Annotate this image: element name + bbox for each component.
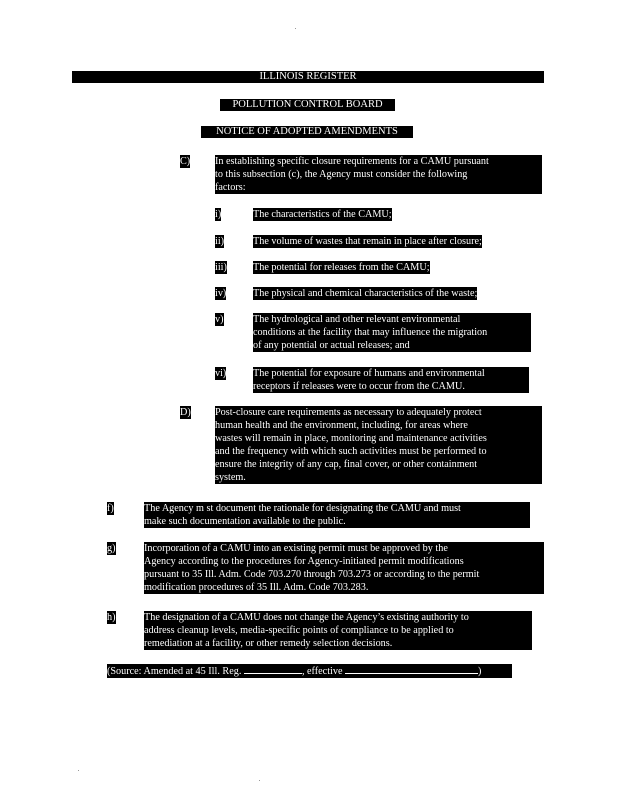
register-page-blank (244, 664, 302, 674)
item-f-label: f) (107, 503, 114, 514)
source-suffix: ) (478, 666, 482, 677)
item-f-line: make such documentation available to the public. (144, 516, 346, 527)
item-h-line: The designation of a CAMU does not change the Agency’s existing authority to (144, 612, 469, 623)
item-g-line: modification procedures of 35 Ill. Adm. Code 703.283. (144, 582, 369, 593)
scan-speck (78, 770, 79, 771)
item-d-line: human health and the environment, including, for areas where (215, 420, 468, 431)
item-h-line: remediation at a facility, or other remedy selection decisions. (144, 638, 393, 649)
item-d-line: system. (215, 472, 246, 483)
item-h-label: h) (107, 612, 116, 623)
source-prefix: (Source: Amended at 45 Ill. Reg. (107, 666, 242, 677)
board-name: POLLUTION CONTROL BOARD (220, 99, 395, 111)
factor-text (253, 367, 529, 393)
item-g-line: Incorporation of a CAMU into an existing permit must be approved by the (144, 543, 448, 554)
item-c-text (215, 155, 542, 194)
source-middle: , effective (301, 666, 343, 677)
item-g-line: Agency according to the procedures for Agency-initiated permit modifications (144, 556, 464, 567)
factor-text: The potential for releases from the CAMU; (253, 262, 430, 273)
item-h-line: address cleanup levels, media-specific points of compliance to be applied to (144, 625, 454, 636)
item-f-text (144, 502, 530, 528)
item-g-text (144, 542, 544, 594)
factor-text: The volume of wastes that remain in place after closure; (253, 236, 482, 247)
register-title: ILLINOIS REGISTER (72, 71, 544, 83)
item-d-line: ensure the integrity of any cap, final cover, or other containment (215, 459, 478, 470)
item-h-text (144, 611, 532, 650)
item-d-line: Post-closure care requirements as necessary to adequately protect (215, 407, 482, 418)
item-d-text (215, 406, 542, 484)
item-c-label: C) (180, 156, 191, 167)
item-d-line: and the frequency with which such activities must be performed to (215, 446, 487, 457)
factor-line: receptors if releases were to occur from the CAMU. (253, 381, 465, 392)
factor-label: vi) (215, 368, 227, 379)
item-c-line: In establishing specific closure requirements for a CAMU pursuant (215, 156, 489, 167)
factor-text (253, 313, 531, 352)
factor-line: conditions at the facility that may influence the migration (253, 327, 488, 338)
factor-line: The potential for exposure of humans and environmental (253, 368, 485, 379)
factor-text: The characteristics of the CAMU; (253, 209, 392, 220)
factor-label: v) (215, 314, 224, 325)
item-g-line: pursuant to 35 Ill. Adm. Code 703.270 through 703.273 or according to the permit (144, 569, 480, 580)
factor-label: ii) (215, 236, 225, 247)
factor-line: The hydrological and other relevant environmental (253, 314, 461, 325)
scan-speck (259, 780, 260, 781)
factor-text: The physical and chemical characteristics of the waste; (253, 288, 478, 299)
scan-speck (295, 28, 296, 29)
factor-label: iv) (215, 288, 227, 299)
item-c-line: to this subsection (c), the Agency must consider the following (215, 169, 468, 180)
factor-label: i) (215, 209, 222, 220)
factor-line: of any potential or actual releases; and (253, 340, 410, 351)
source-note (107, 664, 512, 678)
factor-label: iii) (215, 262, 227, 273)
notice-title: NOTICE OF ADOPTED AMENDMENTS (201, 126, 413, 138)
item-d-line: wastes will remain in place, monitoring and maintenance activities (215, 433, 487, 444)
item-c-line: factors: (215, 182, 246, 193)
item-g-label: g) (107, 543, 116, 554)
item-d-label: D) (180, 407, 191, 418)
item-f-line: The Agency m st document the rationale for designating the CAMU and must (144, 503, 461, 514)
effective-date-blank (345, 664, 478, 674)
